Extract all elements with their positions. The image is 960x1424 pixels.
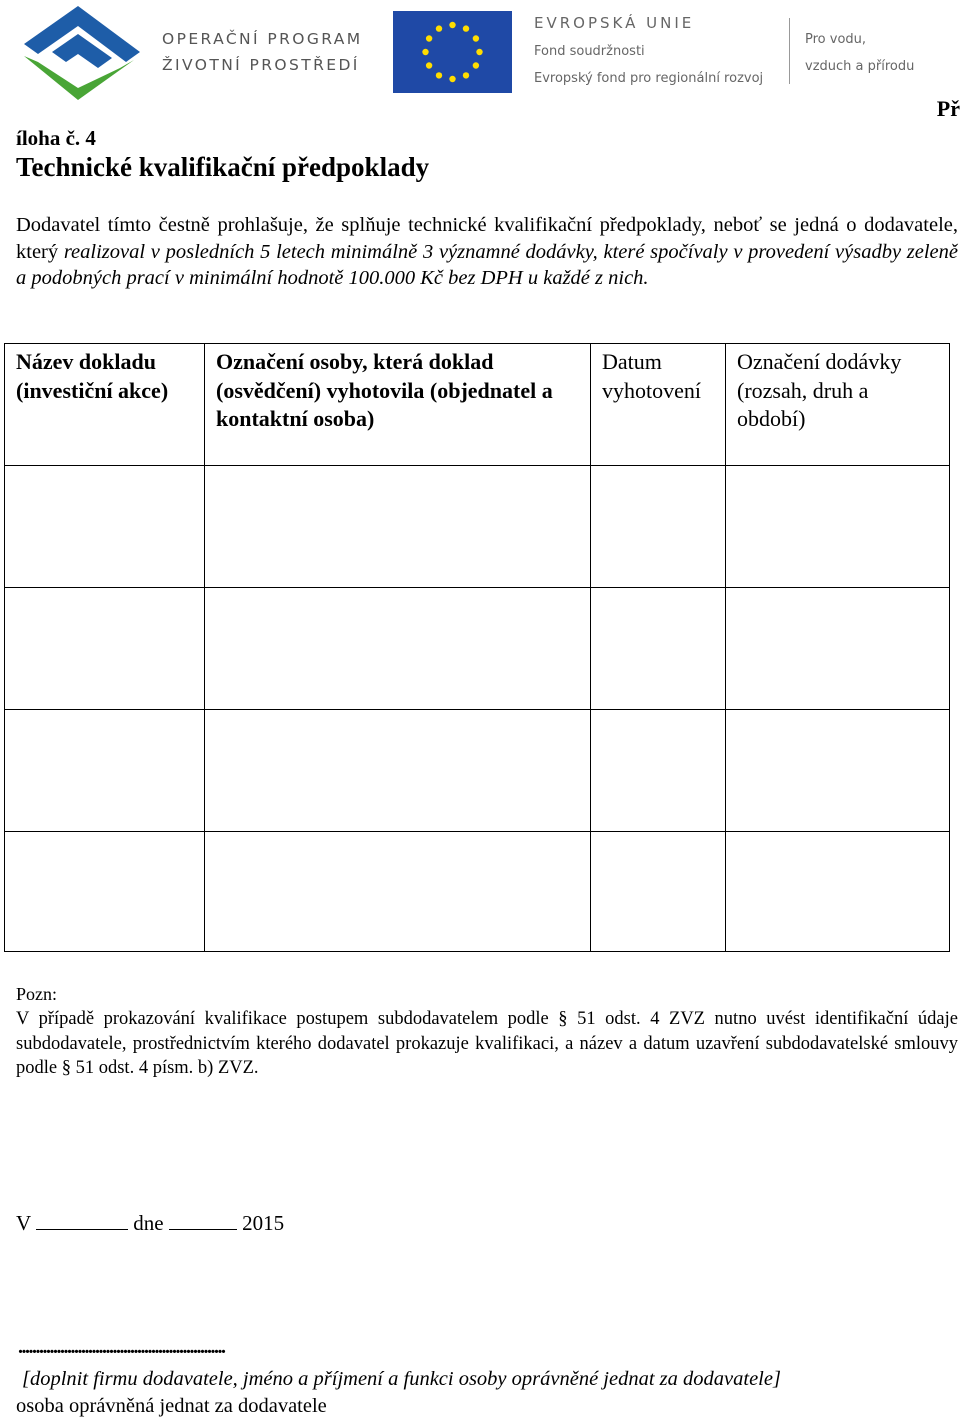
table-cell[interactable] xyxy=(726,710,950,832)
opzp-title-line1: OPERAČNÍ PROGRAM xyxy=(162,30,363,48)
eu-title: EVROPSKÁ UNIE xyxy=(534,14,695,32)
note-heading: Pozn: xyxy=(16,984,58,1004)
table-row xyxy=(5,588,950,710)
eu-flag-icon xyxy=(393,11,512,93)
place-blank[interactable] xyxy=(36,1228,128,1230)
references-table xyxy=(4,343,950,952)
table-cell[interactable] xyxy=(5,832,205,952)
logo-divider xyxy=(789,18,790,84)
table-header-row xyxy=(5,344,950,466)
table-row xyxy=(5,832,950,952)
signature-line: ........................................................... xyxy=(18,1336,225,1358)
table-cell[interactable] xyxy=(205,588,591,710)
date-blank[interactable] xyxy=(169,1228,237,1230)
motto-line2: vzduch a přírodu xyxy=(805,59,915,74)
table-row xyxy=(5,710,950,832)
note-text: V případě prokazování kvalifikace postupem subdodavatelem podle § 51 odst. 4 ZVZ nutno uvést identifikační údaje subdodavatele, prostřednictvím kterého dodavatel prokazuje kvalifikaci, a název a datum uzavření subdodavatelské smlouvy podle § 51 odst. 4 písm. b) ZVZ. xyxy=(16,1009,958,1078)
table-cell[interactable] xyxy=(205,710,591,832)
table-cell[interactable] xyxy=(591,466,726,588)
signature-role: osoba oprávněná jednat za dodavatele xyxy=(16,1395,327,1417)
year-value: 2015 xyxy=(242,1211,285,1235)
opzp-logo xyxy=(16,4,140,104)
table-cell[interactable] xyxy=(205,466,591,588)
header-delivery: Označení dodávky (rozsah, druh a období) xyxy=(726,344,950,466)
header-document-name: Název dokladu (investiční akce) xyxy=(5,344,205,466)
signature-hint: [doplnit firmu dodavatele, jméno a příjmení a funkci osoby oprávněné jednat za dodavatele] xyxy=(22,1368,781,1390)
table-cell[interactable] xyxy=(5,710,205,832)
motto-line1: Pro vodu, xyxy=(805,32,867,47)
appendix-label: íloha č. 4 xyxy=(16,126,96,150)
place-date-line xyxy=(16,1211,284,1236)
appendix-prefix: Př xyxy=(936,96,960,121)
header-date: Datum vyhotovení xyxy=(591,344,726,466)
table-cell[interactable] xyxy=(5,466,205,588)
date-label: dne xyxy=(133,1211,164,1235)
table-cell[interactable] xyxy=(5,588,205,710)
eu-fund-cohesion: Fond soudržnosti xyxy=(534,44,645,59)
page-title: Technické kvalifikační předpoklady xyxy=(16,152,430,182)
opzp-title-line2: ŽIVOTNÍ PROSTŘEDÍ xyxy=(162,56,360,74)
declaration-paragraph xyxy=(16,212,958,292)
table-row xyxy=(5,466,950,588)
table-cell[interactable] xyxy=(591,832,726,952)
eu-fund-regional: Evropský fond pro regionální rozvoj xyxy=(534,71,764,86)
place-prefix: V xyxy=(16,1211,31,1235)
table-cell[interactable] xyxy=(205,832,591,952)
table-cell[interactable] xyxy=(726,832,950,952)
table-cell[interactable] xyxy=(726,588,950,710)
header-issuer: Označení osoby, která doklad (osvědčení) vyhotovila (objednatel a kontaktní osoba) xyxy=(205,344,591,466)
table-cell[interactable] xyxy=(591,588,726,710)
table-cell[interactable] xyxy=(726,466,950,588)
declaration-requirement: realizoval v posledních 5 letech minimálně 3 významné dodávky, které spočívaly v provedení výsadby zeleně a podobných prací v minimální hodnotě 100.000 Kč bez DPH u každé z nich. xyxy=(16,240,959,289)
table-cell[interactable] xyxy=(591,710,726,832)
declaration-text: Dodavatel tímto čestně prohlašuje, že splňuje technické kvalifikační předpoklady, neboť se jedná o dodavatele, který xyxy=(16,214,958,263)
